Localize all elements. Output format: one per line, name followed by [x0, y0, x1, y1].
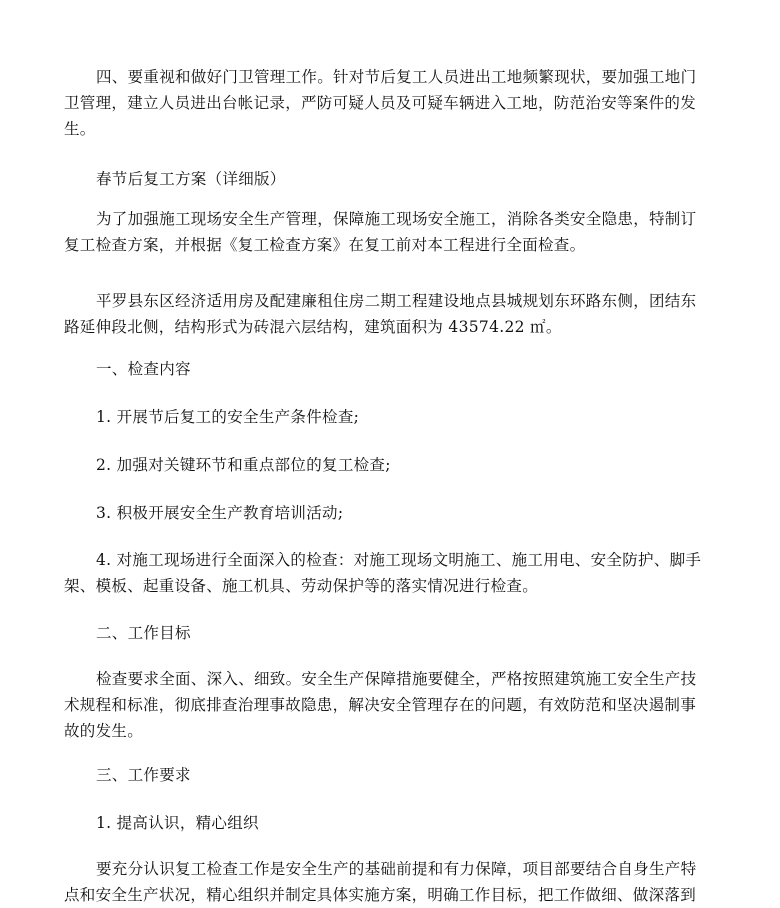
list-item-1: 1. 开展节后复工的安全生产条件检查; [96, 408, 360, 426]
section-title-return-plan: 春节后复工方案（详细版） [96, 170, 286, 188]
paragraph-goals: 检查要求全面、深入、细致。安全生产保障措施要健全，严格按照建筑施工安全生产技术规程和标准，彻底排查治理事故隐患，解决安全管理存在的问题，有效防范和坚决遏制事故的发生。 [64, 670, 697, 740]
heading-inspection-content: 一、检查内容 [96, 360, 191, 378]
heading-work-requirements: 三、工作要求 [96, 766, 191, 784]
list-item-4: 4. 对施工现场进行全面深入的检查：对施工现场文明施工、施工用电、安全防护、脚手架、模板、起重设备、施工机具、劳动保护等的落实情况进行检查。 [64, 551, 702, 595]
list-item-3: 3. 积极开展安全生产教育培训活动; [96, 504, 344, 522]
paragraph-project-info: 平罗县东区经济适用房及配建廉租住房二期工程建设地点县城规划东环路东侧，团结东路延伸段北侧，结构形式为砖混六层结构，建筑面积为 43574.22 ㎡。 [64, 292, 697, 336]
paragraph-gate-management: 四、要重视和做好门卫管理工作。针对节后复工人员进出工地频繁现状，要加强工地门卫管理，建立人员进出台帐记录，严防可疑人员及可疑车辆进入工地，防范治安等案件的发生。 [64, 68, 697, 138]
heading-work-goals: 二、工作目标 [96, 624, 191, 642]
subheading-awareness: 1. 提高认识，精心组织 [96, 814, 259, 832]
paragraph-awareness: 要充分认识复工检查工作是安全生产的基础前提和有力保障，项目部要结合自身生产特点和安全生产状况，精心组织并制定具体实施方案，明确工作目标，把工作做细、做深落到 [64, 860, 697, 904]
paragraph-purpose: 为了加强施工现场安全生产管理，保障施工现场安全施工，消除各类安全隐患，特制订复工检查方案，并根据《复工检查方案》在复工前对本工程进行全面检查。 [64, 210, 697, 254]
list-item-2: 2. 加强对关键环节和重点部位的复工检查; [96, 456, 391, 474]
